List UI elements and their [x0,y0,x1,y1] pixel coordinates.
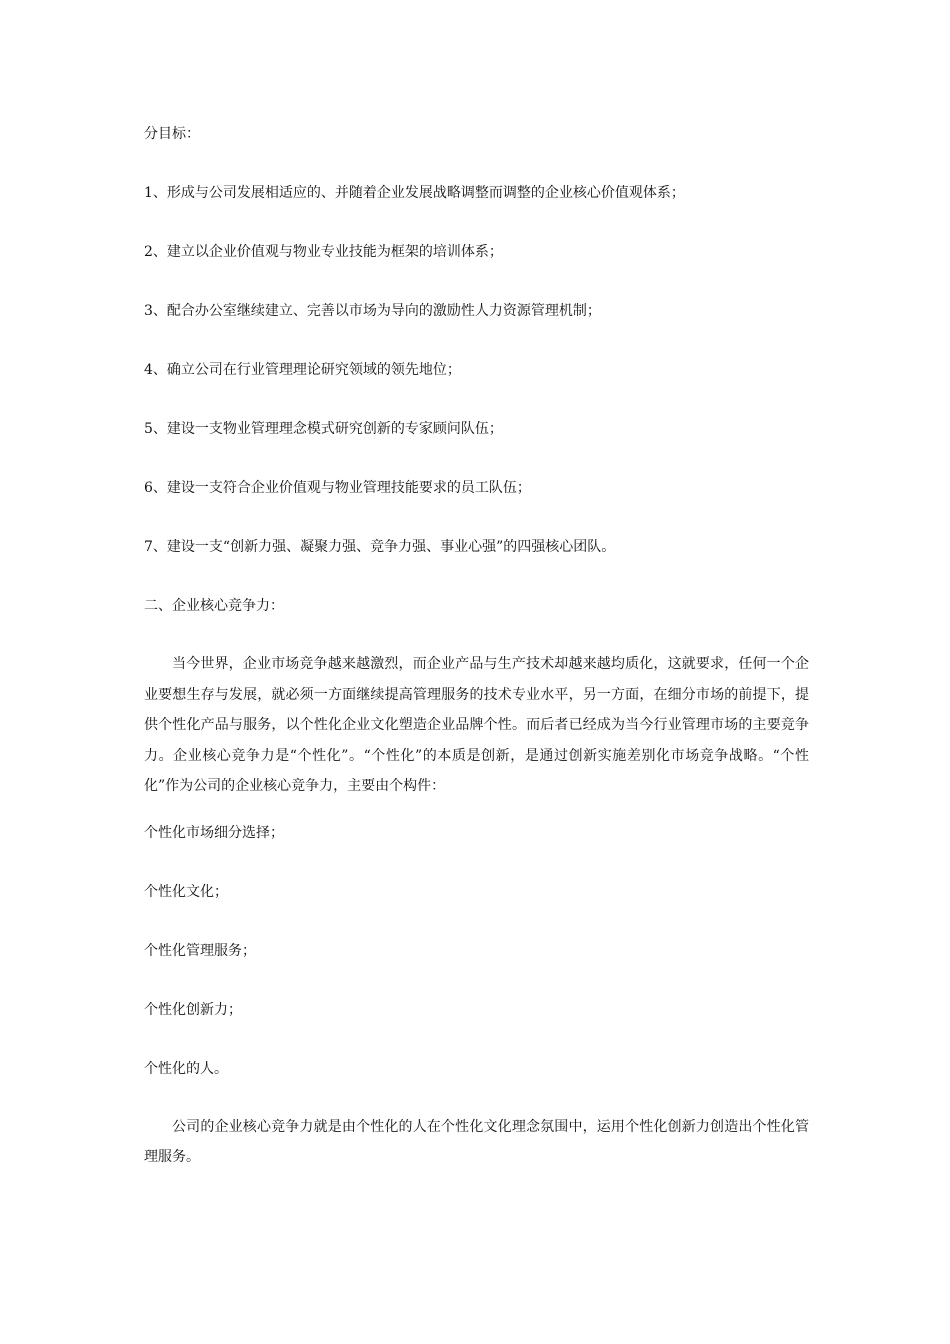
component-item-4: 个性化创新力； [144,1001,242,1018]
component-item-2: 个性化文化； [144,883,228,900]
document-page [144,124,809,1173]
goal-item-1: 1、形成与公司发展相适应的、并随着企业发展战略调整而调整的企业核心价值观体系； [144,185,685,201]
goal-item-5: 5、建设一支物业管理理念模式研究创新的专家顾问队伍； [144,421,503,437]
core-competence-paragraph: 当今世界，企业市场竞争越来越激烈，而企业产品与生产技术却越来越均质化，这就要求，任何一个企业要想生存与发展，就必须一方面继续提高管理服务的技术专业水平，另一方面，在细分市场的前提下，提供个性化产品与服务，以个性化企业文化塑造企业品牌个性。而后者已经成为当今行业管理市场的主要竞争力。企业核心竞争力是“个性化”。“个性化”的本质是创新，是通过创新实施差别化市场竞争战略。“个性化”作为公司的企业核心竞争力，主要由个构件： [144,656,809,794]
sub-goals-heading: 分目标： [144,126,200,142]
goal-item-7: 7、建设一支“创新力强、凝聚力强、竞争力强、事业心强”的四强核心团队。 [144,539,616,555]
goal-item-4: 4、确立公司在行业管理理论研究领域的领先地位； [144,362,461,378]
goal-item-6: 6、建设一支符合企业价值观与物业管理技能要求的员工队伍； [144,480,531,496]
goal-item-3: 3、配合办公室继续建立、完善以市场为导向的激励性人力资源管理机制； [144,303,601,319]
summary-paragraph: 公司的企业核心竞争力就是由个性化的人在个性化文化理念氛围中，运用个性化创新力创造出个性化管理服务。 [144,1118,809,1165]
component-item-3: 个性化管理服务； [144,942,256,959]
component-item-1: 个性化市场细分选择； [144,824,284,841]
component-item-5: 个性化的人。 [144,1060,228,1077]
section-title: 二、企业核心竞争力： [144,598,284,614]
goal-item-2: 2、建立以企业价值观与物业专业技能为框架的培训体系； [144,244,503,260]
